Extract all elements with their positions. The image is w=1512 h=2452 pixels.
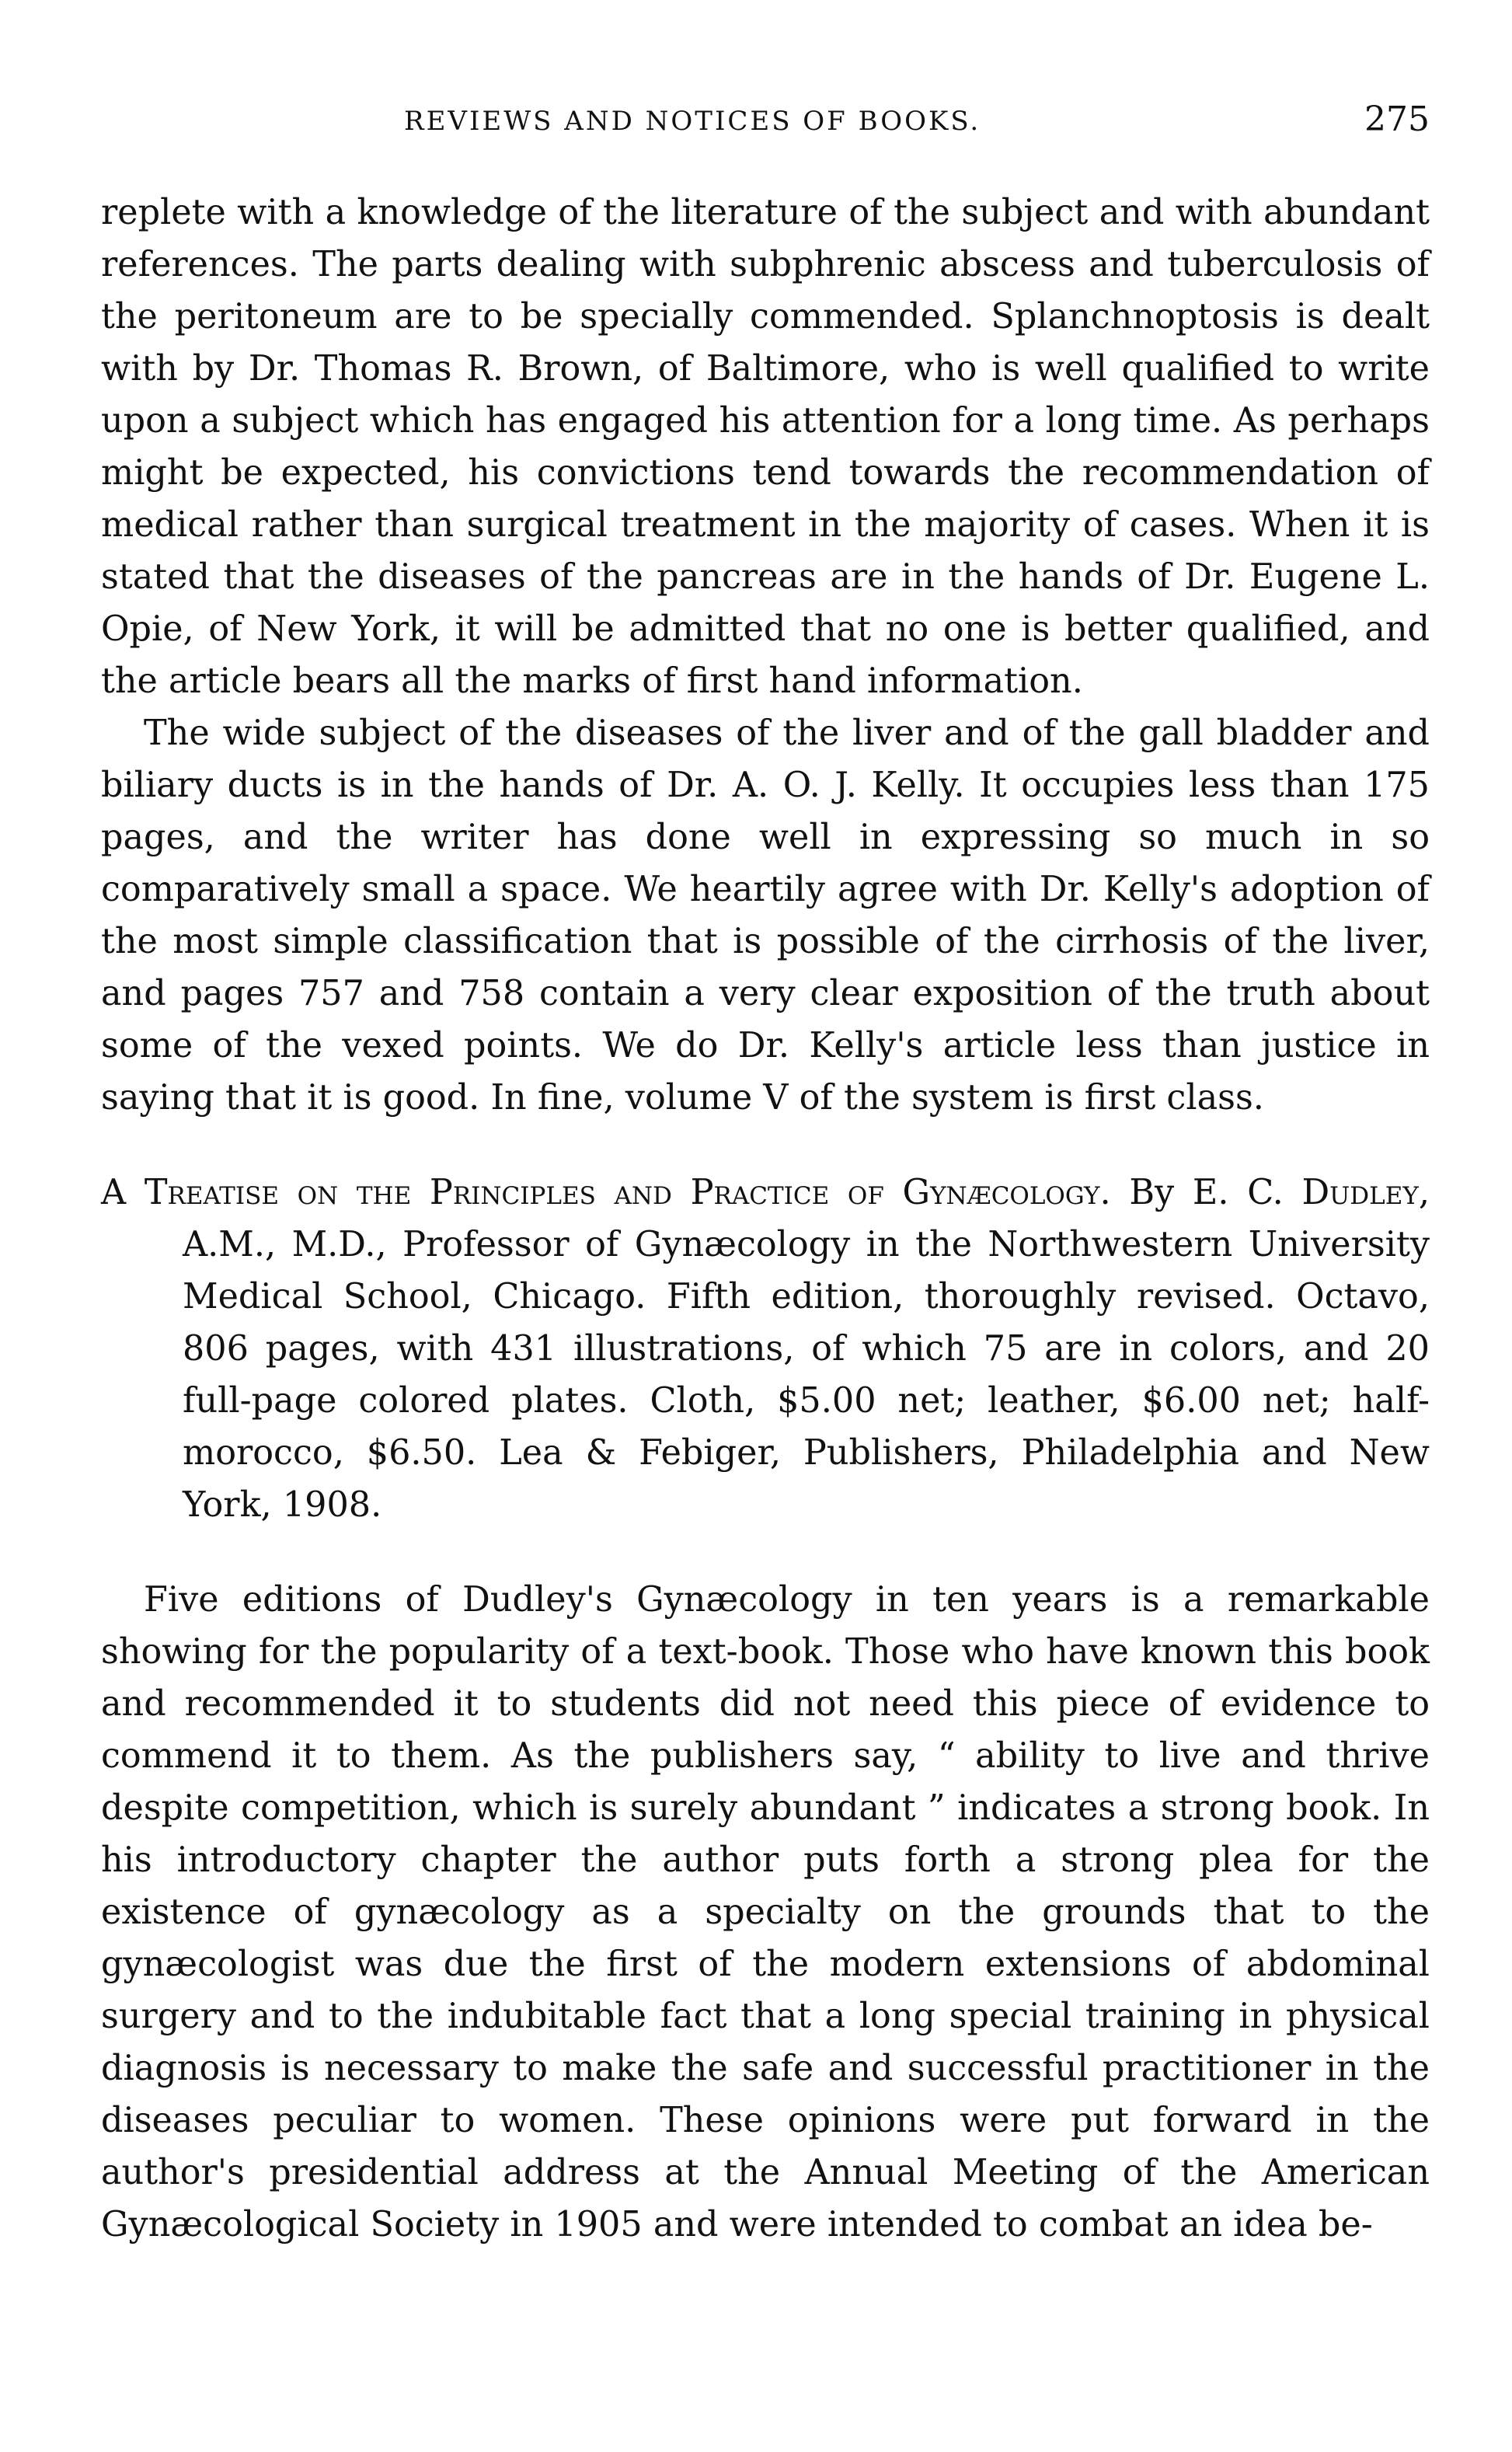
section-gap [101,1124,1430,1167]
author-lead: By [1129,1173,1175,1212]
page-number: 275 [1364,99,1430,139]
running-title: REVIEWS AND NOTICES OF BOOKS. [404,106,981,137]
page-header [101,99,1430,146]
book-details: A.M., M.D., Professor of Gynæcology in the Northwestern University Medical School, Chicago. Fifth edition, thoroughly revised. Octavo, 806 pages, with 431 illustrations, of which 75 are in colors, and 20 full-page colored plates. Cloth, $5.00 net; leather, $6.00 net; half-morocco, $6.50. Lea & Febiger, Publishers, Philadelphia and New York, 1908. [183,1225,1430,1525]
review-liver-paragraph: The wide subject of the diseases of the liver and of the gall bladder and biliary ducts is in the hands of Dr. A. O. J. Kelly. It occupies less than 175 pages, and the writer has done well in expressing so much in so comparatively small a space. We heartily agree with Dr. Kelly's adoption of the most simple classification that is possible of the cirrhosis of the liver, and pages 757 and 758 contain a very clear exposition of the truth about some of the vexed points. We do Dr. Kelly's article less than justice in saying that it is good. In fine, volume V of the system is first class. [101,713,1430,1118]
page-body [101,187,1430,2251]
review-continuation-paragraph: replete with a knowledge of the literature of the subject and with abundant references. The parts dealing with subphrenic abscess and tuberculosis of the peritoneum are to be specially commended. Splanchnoptosis is dealt with by Dr. Thomas R. Brown, of Baltimore, who is well qualified to write upon a subject which has engaged his attention for a long time. As perhaps might be expected, his convictions tend towards the recommendation of medical rather than surgical treatment in the majority of cases. When it is stated that the diseases of the pancreas are in the hands of Dr. Eugene L. Opie, of New York, it will be admitted that no one is better qualified, and the article bears all the marks of first hand information. [101,193,1430,701]
book-title: A Treatise on the Principles and Practice of Gynæcology. [101,1173,1111,1212]
book-author: E. C. Dudley, [1192,1173,1430,1212]
section-gap [101,1531,1430,1574]
book-citation [101,1167,1430,1531]
review-paragraph: Five editions of Dudley's Gynæcology in ten years is a remarkable showing for the popularity of a text-book. Those who have known this book and recommended it to students did not need this piece of evidence to commend it to them. As the publishers say, “ ability to live and thrive despite competition, which is surely abundant ” indicates a strong book. In his introductory chapter the author puts forth a strong plea for the existence of gynæcology as a specialty on the grounds that to the gynæcologist was due the first of the modern extensions of abdominal surgery and to the indubitable fact that a long special training in physical diagnosis is necessary to make the safe and successful practitioner in the diseases peculiar to women. These opinions were put forward in the author's presidential address at the Annual Meeting of the American Gynæcological Society in 1905 and were intended to combat an idea be- [101,1580,1430,2244]
